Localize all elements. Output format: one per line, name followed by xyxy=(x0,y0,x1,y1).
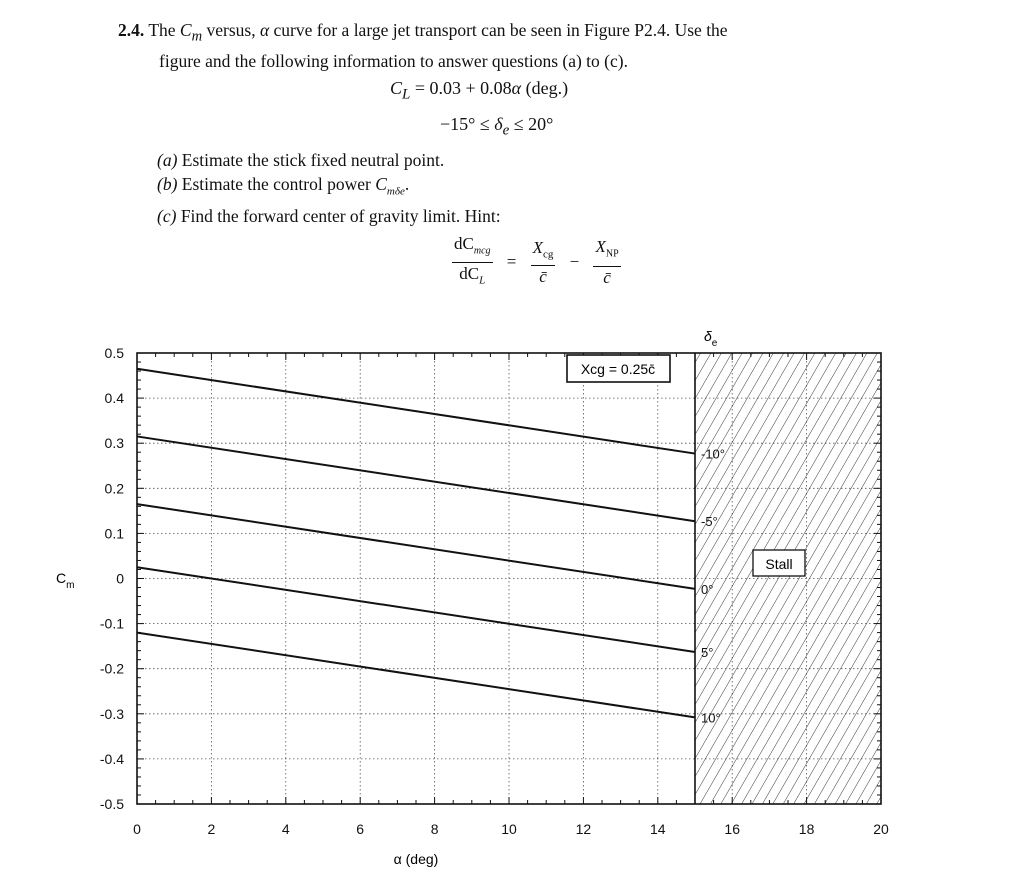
part-a: (a) Estimate the stick fixed neutral point. xyxy=(157,150,445,170)
elevator-legend-title: $\delta_e$ xyxy=(704,328,718,349)
x-axis-label: α (deg) xyxy=(393,851,439,867)
problem-line-2: figure and the following information to answer questions (a) to (c). xyxy=(159,50,628,71)
y-tick-label: -0.3 xyxy=(99,705,124,722)
y-tick-label: 0 xyxy=(116,570,124,587)
stall-region xyxy=(695,353,881,804)
y-tick-label: 0.3 xyxy=(104,435,124,452)
hint-equation: $\frac{dC_{mcg}}{dC_L}$ = $\frac{X_{cg}}{c̄}$ − $\frac{X_{NP}}{c̄}$ xyxy=(448,233,625,292)
elevator-range-equation: $-15^\circ \le \delta_e \le 20^\circ$ xyxy=(440,114,554,139)
x-tick-label: 0 xyxy=(133,821,141,837)
hint-xnp-fraction: $\frac{X_{NP}}{c̄}$ xyxy=(595,237,619,287)
y-tick-label: -0.5 xyxy=(99,796,124,812)
x-tick-label: 12 xyxy=(575,821,592,837)
problem-number: 2.4. xyxy=(118,20,145,40)
x-tick-label: 10 xyxy=(501,821,517,837)
y-tick-label: -0.4 xyxy=(99,750,124,767)
y-tick-label: -0.1 xyxy=(99,615,124,632)
y-tick-label: 0.4 xyxy=(104,390,124,407)
x-tick-label: 4 xyxy=(281,821,290,837)
series-label: 5° xyxy=(701,645,714,661)
series-line xyxy=(137,436,695,521)
x-tick-label: 6 xyxy=(356,821,365,837)
series-label: -10° xyxy=(701,446,725,462)
y-axis-label: $C_m$ xyxy=(56,570,75,591)
part-b: (b) Estimate the control power $C_{m\delta e}$. xyxy=(157,174,410,198)
series-label: -5° xyxy=(701,514,718,530)
series-line xyxy=(137,633,695,718)
hint-lhs-fraction: $\frac{dC_{mcg}}{dC_L}$ xyxy=(454,234,491,287)
x-tick-label: 16 xyxy=(724,821,740,837)
y-tick-label: 0.1 xyxy=(104,525,124,542)
y-tick-label: 0.2 xyxy=(104,480,124,497)
x-tick-label: 20 xyxy=(873,821,889,837)
hint-xcg-fraction: $\frac{X_{cg}}{c̄}$ xyxy=(532,237,554,287)
series-label: 0° xyxy=(701,581,714,597)
part-c: (c) Find the forward center of gravity limit. Hint: xyxy=(157,205,501,226)
problem-line-1: 2.4. The $C_m$ versus, α curve for a large jet transport can be seen in Figure P2.4. Use the xyxy=(118,20,728,45)
x-tick-label: 8 xyxy=(430,821,439,837)
x-tick-label: 2 xyxy=(207,821,216,837)
stall-label: Stall xyxy=(765,556,793,572)
y-tick-label: 0.5 xyxy=(104,345,124,361)
lift-equation: $C_L = 0.03 + 0.08\alpha$ (deg.) xyxy=(390,78,569,103)
x-tick-label: 18 xyxy=(798,821,815,837)
series-lines xyxy=(137,369,695,718)
series-line xyxy=(137,567,695,652)
series-line xyxy=(137,504,695,589)
xcg-annotation: Xcg = 0.25c̄ xyxy=(580,361,656,377)
series-label: 10° xyxy=(701,710,721,726)
y-tick-label: -0.2 xyxy=(99,660,124,677)
x-tick-label: 14 xyxy=(650,821,666,837)
